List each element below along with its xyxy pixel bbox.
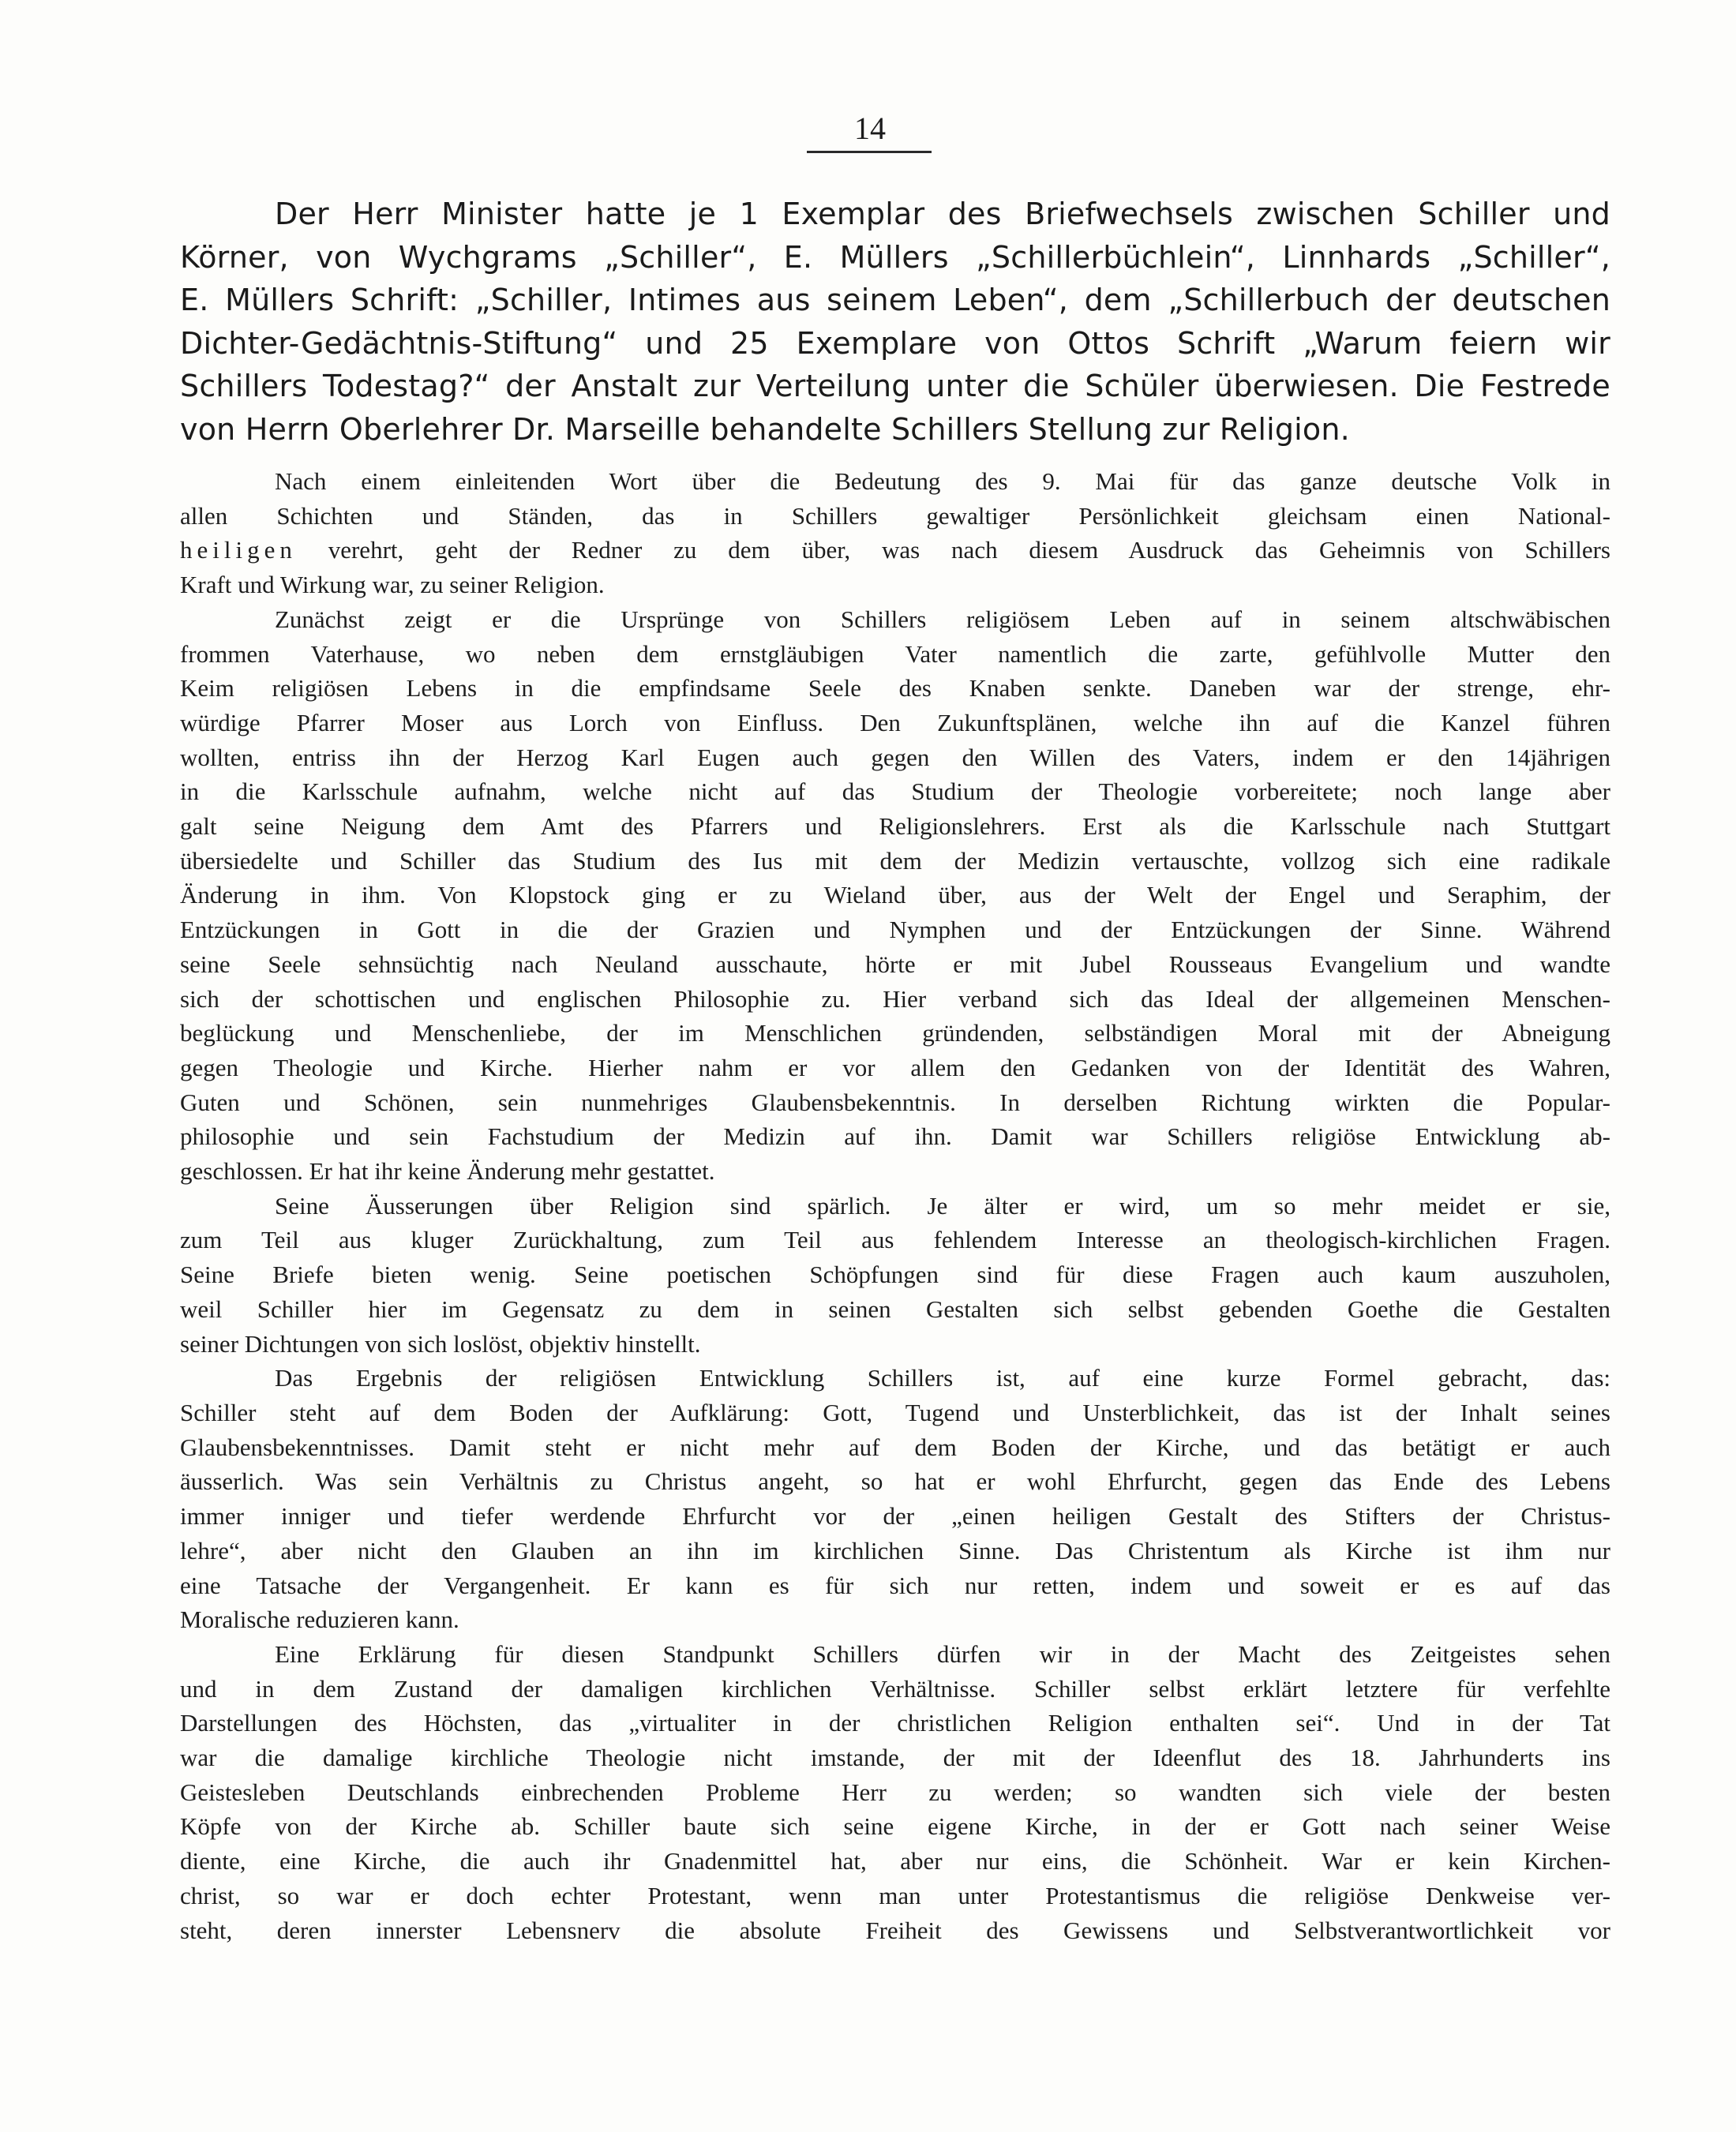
text-line: seiner Dichtungen von sich loslöst, objektiv hinstellt. [180,1329,701,1358]
speech-paragraph-4 [180,1361,1610,1637]
text-line: beglückung und Menschenliebe, der im Menschlichen gründenden, selbständigen Moral mit der Abneigung [180,1019,1610,1047]
text-line: Darstellungen des Höchsten, das „virtualiter in der christlichen Religion enthalten sei“. Und in der Tat [180,1709,1610,1737]
intro-line: Schillers Todestag?“ der Anstalt zur Verteilung unter die Schüler überwiesen. Die Festrede [180,369,1610,403]
text-line: Moralische reduzieren kann. [180,1606,459,1634]
text-line: Keim religiösen Lebens in die empfindsame Seele des Knaben senkte. Daneben war der strenge, ehr- [180,674,1610,703]
speech-paragraph-2 [180,602,1610,1189]
text-line: eine Tatsache der Vergangenheit. Er kann es für sich nur retten, indem und soweit er es auf das [180,1571,1610,1599]
page-number-underline [807,151,932,153]
text-line: Guten und Schönen, sein nunmehriges Glaubensbekenntnis. In derselben Richtung wirkten die Popular- [180,1088,1610,1116]
text-line: christ, so war er doch echter Protestant, wenn man unter Protestantismus die religiöse Denkweise ver- [180,1881,1610,1909]
text-line: philosophie und sein Fachstudium der Medizin auf ihn. Damit war Schillers religiöse Entwicklung ab- [180,1122,1610,1151]
text-line: wollten, entriss ihn der Herzog Karl Eugen auch gegen den Willen des Vaters, indem er den 14jährigen [180,743,1610,771]
intro-line: E. Müllers Schrift: „Schiller, Intimes aus seinem Leben“, dem „Schillerbuch der deutschen [180,283,1610,317]
text-line: gegen Theologie und Kirche. Hierher nahm er vor allem den Gedanken von der Identität des Wahren, [180,1053,1610,1081]
intro-paragraph [180,193,1610,451]
text-line: Das Ergebnis der religiösen Entwicklung Schillers ist, auf eine kurze Formel gebracht, das: [275,1364,1610,1392]
speech-summary [180,464,1610,1947]
speech-paragraph-5 [180,1637,1610,1947]
text-line: Zunächst zeigt er die Ursprünge von Schillers religiösem Leben auf in seinem altschwäbischen [275,605,1610,633]
text-line-rest: verehrt, geht der Redner zu dem über, was nach diesem Ausdruck das Geheimnis von Schillers [296,536,1610,564]
text-line: weil Schiller hier im Gegensatz zu dem in seinen Gestalten sich selbst gebenden Goethe die Gestalten [180,1295,1610,1323]
text-line: Seine Äusserungen über Religion sind spärlich. Je älter er wird, um so mehr meidet er sie, [275,1191,1610,1220]
speech-paragraph-3 [180,1189,1610,1362]
text-line: Kraft und Wirkung war, zu seiner Religion. [180,571,605,599]
text-line: übersiedelte und Schiller das Studium des Ius mit dem der Medizin vertauschte, vollzog sich eine radikale [180,846,1610,875]
text-line: seine Seele sehnsüchtig nach Neuland ausschaute, hörte er mit Jubel Rousseaus Evangelium und wandte [180,950,1610,978]
text-line: frommen Vaterhause, wo neben dem ernstgläubigen Vater namentlich die zarte, gefühlvolle Mutter den [180,639,1610,668]
spaced-word-heiligen: heiligen [180,536,297,564]
text-line: in die Karlsschule aufnahm, welche nicht auf das Studium der Theologie vorbereitete; noch lange aber [180,777,1610,806]
text-line: allen Schichten und Ständen, das in Schillers gewaltiger Persönlichkeit gleichsam einen National- [180,501,1610,530]
text-line: diente, eine Kirche, die auch ihr Gnadenmittel hat, aber nur eins, die Schönheit. War er kein Kirchen- [180,1847,1610,1875]
text-line: steht, deren innerster Lebensnerv die absolute Freiheit des Gewissens und Selbstverantwortlichkeit vor [180,1916,1610,1944]
intro-line: Der Herr Minister hatte je 1 Exemplar des Briefwechsels zwischen Schiller und [275,197,1610,231]
intro-line: Körner, von Wychgrams „Schiller“, E. Müllers „Schillerbüchlein“, Linnhards „Schiller“, [180,239,1610,275]
text-line [180,533,1610,568]
text-line: geschlossen. Er hat ihr keine Änderung mehr gestattet. [180,1157,715,1186]
text-line: lehre“, aber nicht den Glauben an ihn im kirchlichen Sinne. Das Christentum als Kirche ist ihm nur [180,1536,1610,1564]
text-line: Nach einem einleitenden Wort über die Bedeutung des 9. Mai für das ganze deutsche Volk in [275,467,1610,495]
text-line: Seine Briefe bieten wenig. Seine poetischen Schöpfungen sind für diese Fragen auch kaum auszuholen, [180,1261,1610,1289]
text-line: Köpfe von der Kirche ab. Schiller baute sich seine eigene Kirche, in der er Gott nach seiner Weise [180,1812,1610,1841]
text-line: Änderung in ihm. Von Klopstock ging er zu Wieland über, aus der Welt der Engel und Seraphim, der [180,881,1610,909]
text-line: Eine Erklärung für diesen Standpunkt Schillers dürfen wir in der Macht des Zeitgeistes sehen [275,1639,1610,1668]
text-line: Schiller steht auf dem Boden der Aufklärung: Gott, Tugend und Unsterblichkeit, das ist der Inhalt seines [180,1398,1610,1426]
text-line: sich der schottischen und englischen Philosophie zu. Hier verband sich das Ideal der allgemeinen Menschen- [180,984,1610,1013]
text-line: zum Teil aus kluger Zurückhaltung, zum Teil aus fehlendem Interesse an theologisch-kirchlichen Fragen. [180,1226,1610,1254]
intro-line: von Herrn Oberlehrer Dr. Marseille behandelte Schillers Stellung zur Religion. [180,411,1350,447]
intro-line: Dichter-Gedächtnis-Stiftung“ und 25 Exemplare von Ottos Schrift „Warum feiern wir [180,325,1610,361]
text-line: Glaubensbekenntnisses. Damit steht er nicht mehr auf dem Boden der Kirche, und das betätigt er auch [180,1433,1610,1461]
text-line: immer inniger und tiefer werdende Ehrfurcht vor der „einen heiligen Gestalt des Stifters der Christus- [180,1502,1610,1531]
text-line: würdige Pfarrer Moser aus Lorch von Einfluss. Den Zukunftsplänen, welche ihn auf die Kanzel führen [180,708,1610,736]
text-line: Geistesleben Deutschlands einbrechenden Probleme Herr zu werden; so wandten sich viele der besten [180,1778,1610,1806]
text-line: und in dem Zustand der damaligen kirchlichen Verhältnisse. Schiller selbst erklärt letztere für verfehlte [180,1674,1610,1703]
text-line: Entzückungen in Gott in die der Grazien und Nymphen und der Entzückungen der Sinne. Während [180,916,1610,944]
speech-paragraph-1 [180,464,1610,602]
text-line: äusserlich. Was sein Verhältnis zu Christus angeht, so hat er wohl Ehrfurcht, gegen das Ende des Lebens [180,1467,1610,1496]
text-line: war die damalige kirchliche Theologie nicht imstande, der mit der Ideenflut des 18. Jahrhunderts ins [180,1744,1610,1772]
page-number: 14 [854,111,886,146]
text-line: galt seine Neigung dem Amt des Pfarrers und Religionslehrers. Erst als die Karlsschule nach Stuttgart [180,812,1610,841]
